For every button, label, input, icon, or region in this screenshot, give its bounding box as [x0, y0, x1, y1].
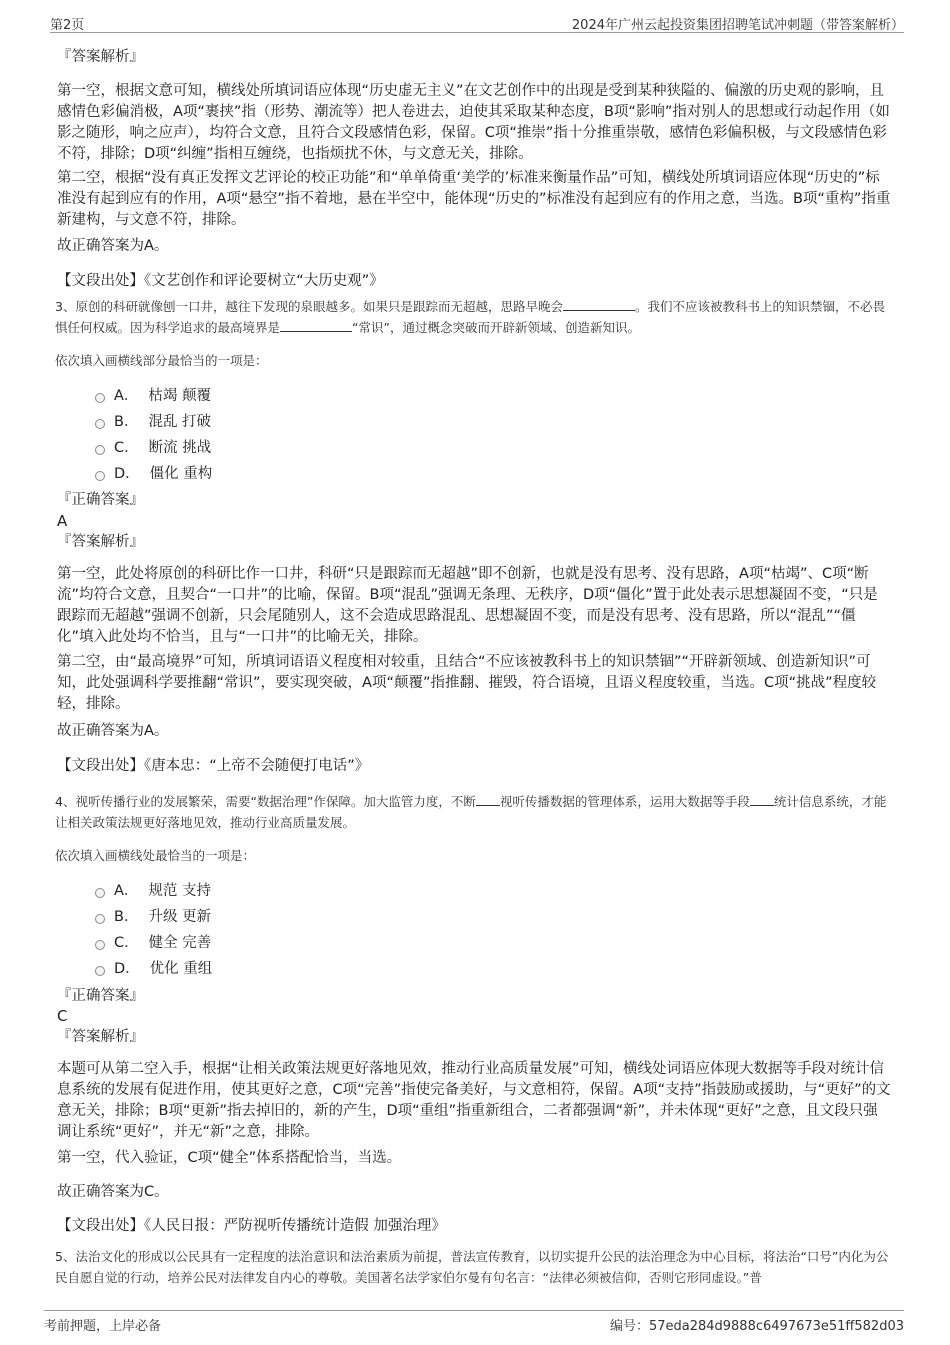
q2-conclusion: 故正确答案为A。 [57, 238, 169, 254]
radio-icon[interactable] [95, 419, 105, 429]
q5-stem: 5、法治文化的形成以公民具有一定程度的法治意识和法治素质为前提，普法宣传教育，以切实提升公民的法治理念为中心目标，将法治“口号”内化为公民自愿自觉的行动，培养公民对法律发自内心的尊敬。美国著名法学家伯尔曼有句名言：“法律必须被信仰，否则它形同虚设。”普 [55, 1249, 889, 1285]
q3-stem: 3、原创的科研就像刨一口井，越往下发现的泉眼越多。如果只是跟踪而无超越，思路早晚会 。我们不应该被教科书上的知识禁锢，不必畏惧任何权威。因为科学追求的最高境界是 “常识”，通过概念突破而开辟新领域、创造新知识。 [55, 299, 885, 335]
q3-option-c[interactable]: C． 断流 挑战 [95, 438, 211, 458]
q3-correct-answer: A [57, 512, 68, 530]
radio-icon[interactable] [95, 888, 105, 898]
q2-analysis-para1: 第一空，根据文意可知，横线处所填词语应体现“历史虚无主义”在文艺创作中的出现是受到某种狭隘的、偏激的历史观的影响，且感情色彩偏消极，A项“裹挟”指（形势、潮流等）把人卷进去，迫使其采取某种态度，B项“影响”指对别人的思想或行动起作用（如影之随形，响之应声），均符合文意，且符合文段感情色彩，保留。C项“推崇”指十分推重崇敬，感情色彩偏积极，与文段感情色彩不符，排除；D项“纠缠”指相互缠绕，也指烦扰不休，与文意无关，排除。 [57, 83, 890, 162]
page-number: 第2页 [50, 18, 85, 33]
q3-blank-1 [563, 310, 635, 311]
q4-option-d[interactable]: D． 优化 重组 [95, 959, 212, 979]
q3-correct-label: 『正确答案』 [57, 492, 144, 508]
q4-conclusion: 故正确答案为C。 [57, 1184, 169, 1200]
q4-correct-label: 『正确答案』 [57, 988, 144, 1004]
q4-option-a[interactable]: A． 规范 支持 [95, 881, 211, 901]
page-header [50, 10, 904, 33]
q4-prompt: 依次填入画横线处最恰当的一项是： [55, 848, 256, 863]
q4-analysis-label: 『答案解析』 [57, 1029, 144, 1045]
document-title: 2024年广州云起投资集团招聘笔试冲刺题（带答案解析） [571, 18, 904, 33]
q2-analysis-label: 『答案解析』 [57, 49, 144, 65]
q4-analysis-para2: 第一空，代入验证，C项“健全”体系搭配恰当，当选。 [57, 1150, 402, 1166]
q2-source: 【文段出处】《文艺创作和评论要树立“大历史观”》 [57, 273, 384, 289]
q4-correct-answer: C [57, 1007, 68, 1025]
q4-analysis-para1: 本题可从第二空入手，根据“让相关政策法规更好落地见效，推动行业高质量发展”可知，横线处词语应体现大数据等手段对统计信息系统的发展有促进作用，使其更好之意，C项“完善”指使完备美好，与文意相符，保留。A项“支持”指鼓励或援助，与“更好”的文意无关，排除；B项“更新”指去掉旧的，新的产生，D项“重组”指重新组合，二者都强调“新”，并未体现“更好”之意，且文段只强调让系统“更好”，并无“新”之意，排除。 [57, 1061, 891, 1140]
q3-analysis-para2: 第二空，由“最高境界”可知，所填词语语义程度相对较重，且结合“不应该被教科书上的知识禁锢”“开辟新领域、创造新知识”可知，此处强调科学要推翻“常识”，要实现突破，A项“颠覆”指推翻、摧毁，符合语境，且语义程度较重，当选。C项“挑战”程度较轻，排除。 [57, 654, 877, 712]
radio-icon[interactable] [95, 393, 105, 403]
q2-analysis-para2: 第二空，根据“没有真正发挥文艺评论的校正功能”和“单单倚重‘美学的’标准来衡量作品”可知，横线处所填词语应体现“历史的”标准没有起到应有的作用，A项“悬空”指不着地，悬在半空中，能体现“历史的”标准没有起到应有的作用之意，当选。B项“重构”指重新建构，与文意不符，排除。 [57, 170, 891, 228]
q4-stem: 4、视听传播行业的发展繁荣，需要“数据治理”作保障。加大监管力度，不断 视听传播数据的管理体系，运用大数据等手段 统计信息系统，才能让相关政策法规更好落地见效，推动行业高质量发展。 [55, 794, 887, 830]
radio-icon[interactable] [95, 914, 105, 924]
q4-blank-2 [750, 805, 774, 806]
radio-icon[interactable] [95, 940, 105, 950]
footer-slogan: 考前押题，上岸必备 [44, 1319, 162, 1334]
q3-option-a[interactable]: A． 枯竭 颠覆 [95, 386, 211, 406]
radio-icon[interactable] [95, 966, 105, 976]
page-footer [44, 1310, 904, 1335]
q3-option-d[interactable]: D． 僵化 重构 [95, 464, 212, 484]
q3-option-b[interactable]: B． 混乱 打破 [95, 412, 211, 432]
q3-conclusion: 故正确答案为A。 [57, 723, 169, 739]
q3-blank-2 [280, 331, 352, 332]
q3-prompt: 依次填入画横线部分最恰当的一项是： [55, 353, 268, 368]
radio-icon[interactable] [95, 445, 105, 455]
q3-analysis-para1: 第一空，此处将原创的科研比作一口井，科研“只是跟踪而无超越”即不创新，也就是没有思考、没有思路，A项“枯竭”、C项“断流”均符合文意，且契合“一口井”的比喻，保留。B项“混乱”强调无条理、无秩序，D项“僵化”置于此处表示思想凝固不变，“只是跟踪而无超越”强调不创新，只会尾随别人，这不会造成思路混乱、思想凝固不变，而是没有思考、没有思路，所以“混乱”“僵化”填入此处均不恰当，且与“一口井”的比喻无关，排除。 [57, 566, 878, 645]
document-serial: 编号：57eda284d9888c6497673e51ff582d03 [609, 1319, 904, 1334]
q3-source: 【文段出处】《唐本忠：“上帝不会随便打电话”》 [57, 758, 370, 774]
radio-icon[interactable] [95, 471, 105, 481]
q4-option-b[interactable]: B． 升级 更新 [95, 907, 211, 927]
q4-option-c[interactable]: C． 健全 完善 [95, 933, 211, 953]
q3-analysis-label: 『答案解析』 [57, 534, 144, 550]
q4-source: 【文段出处】《人民日报：严防视听传播统计造假 加强治理》 [57, 1218, 446, 1234]
q4-blank-1 [476, 805, 500, 806]
